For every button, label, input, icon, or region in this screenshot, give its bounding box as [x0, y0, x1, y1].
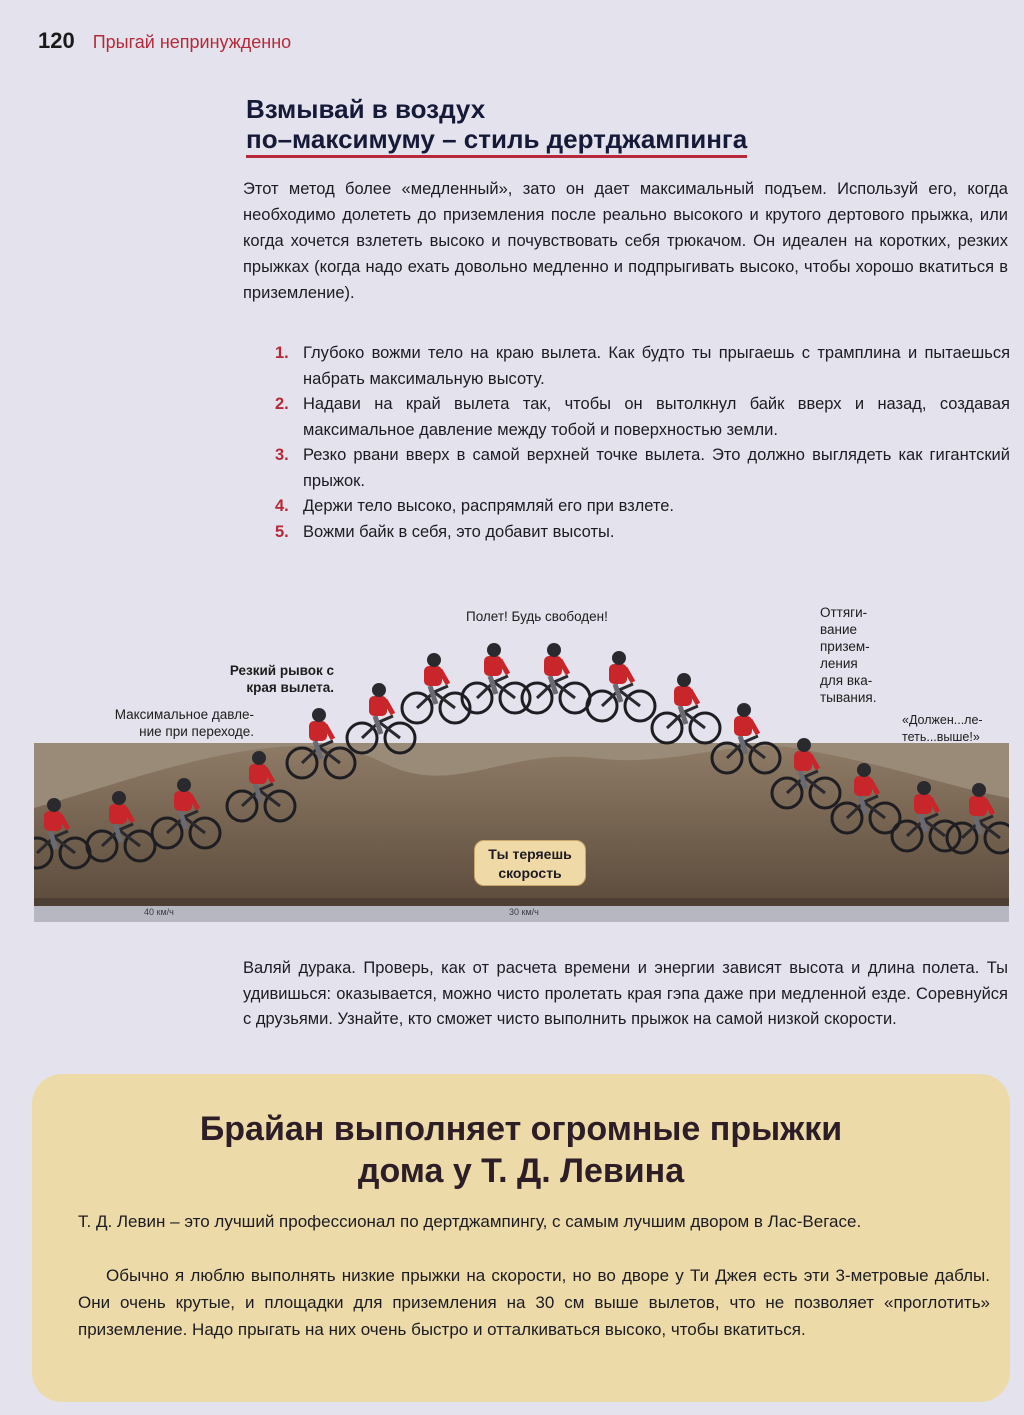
sidebar-paragraph-2: Обычно я люблю выполнять низкие прыжки на скорости, но во дворе у Ти Джея есть эти 3-метровые даблы. Они очень крутые, и площадки для приземления на 30 см выше вылетов, что не позволяет «проглотить» приземление. Надо прыгать на них очень быстро и отталкиваться высоко, чтобы вкатиться. [78, 1266, 990, 1339]
step-item [275, 392, 1010, 443]
caption-max-pressure [74, 706, 254, 740]
step-item [275, 520, 1010, 546]
intro-paragraph: Этот метод более «медленный», зато он дает максимальный подъем. Используй его, когда необходимо долететь до приземления после реально высокого и крутого дертового прыжка, или когда хочется взлететь высоко и почувствовать себя трюкачом. Он идеален на коротких, резких прыжках (когда надо ехать довольно медленно и подпрыгивать высоко, чтобы хорошо вкатиться в приземление). [243, 180, 1008, 302]
step-number: 3. [275, 446, 289, 464]
rider-figure [652, 673, 720, 743]
caption-line: Оттяги- [820, 605, 868, 620]
rider-figure [462, 643, 530, 713]
caption-line: ние при переходе. [139, 724, 254, 739]
running-title: Прыгай непринужденно [92, 32, 292, 52]
page-header [38, 28, 291, 54]
caption-line: теть...выше!» [902, 730, 980, 744]
step-text: Вожми байк в себя, это добавит высоты. [303, 522, 615, 541]
section-title-line1: Взмывай в воздух [246, 94, 486, 124]
caption-line: вание [820, 622, 858, 637]
caption-line: призем- [820, 639, 870, 654]
caption-pullback [820, 604, 876, 706]
step-item [275, 341, 1010, 392]
experiment-paragraph: Валяй дурака. Проверь, как от расчета времени и энергии зависят высота и длина полета. Ты удивишься: оказывается, можно чисто пролетать края гэпа даже при медленной езде. Соревнуйся с друзьями. Узнайте, кто сможет чисто выполнить прыжок на самой низкой скорости. [243, 959, 1008, 1028]
caption-line: для вка- [820, 673, 873, 688]
caption-line: Максимальное давле- [114, 707, 254, 722]
step-item [275, 494, 1010, 520]
step-text: Резко рвани вверх в самой верхней точке вылета. Это должно выглядеть как гигантский прыжок. [303, 446, 1010, 490]
speed-scale-bar [34, 906, 1009, 922]
step-text: Надави на край вылета так, чтобы он вытолкнул байк вверх и назад, создавая максимальное давление между тобой и поверхностью земли. [303, 395, 1010, 439]
rider-figure [587, 651, 655, 721]
speed-loss-badge [474, 840, 586, 886]
step-item [275, 443, 1010, 494]
step-number: 1. [275, 344, 289, 362]
speed-label-left: 40 км/ч [144, 907, 174, 917]
section-title [246, 94, 866, 158]
caption-line: Резкий рывок с [229, 663, 334, 678]
rider-figure [402, 653, 470, 723]
caption-line: «Должен...ле- [902, 713, 983, 727]
sidebar-title [32, 1108, 1010, 1192]
sidebar-box [32, 1074, 1010, 1402]
page-number: 120 [38, 28, 75, 53]
speed-loss-line: скорость [498, 865, 562, 881]
caption-line: края вылета. [246, 680, 334, 695]
step-text: Глубоко вожми тело на краю вылета. Как будто ты прыгаешь с трамплина и пытаешься набрать максимальную высоту. [303, 344, 1010, 388]
step-number: 4. [275, 497, 289, 515]
step-text: Держи тело высоко, распрямляй его при взлете. [303, 497, 674, 515]
caption-should-fly-higher [902, 712, 983, 746]
step-number: 2. [275, 395, 289, 413]
step-number: 5. [275, 522, 289, 541]
caption-sharp-jerk [194, 662, 334, 696]
speed-label-mid: 30 км/ч [509, 907, 539, 917]
sidebar-paragraph-1: Т. Д. Левин – это лучший профессионал по дертджампингу, с самым лучшим двором в Лас-Вегасе. [78, 1212, 862, 1231]
speed-loss-line: Ты теряешь [488, 846, 572, 862]
caption-flight: Полет! Будь свободен! [466, 609, 608, 624]
sidebar-title-line1: Брайан выполняет огромные прыжки [199, 1110, 843, 1148]
caption-line: тывания. [820, 690, 877, 705]
sidebar-title-line2: дома у Т. Д. Левина [357, 1152, 685, 1190]
section-title-line2: по–максимуму – стиль дертджампинга [246, 124, 747, 158]
jump-sequence-illustration [34, 598, 1009, 923]
caption-line: ления [820, 656, 858, 671]
rider-figure [522, 643, 590, 713]
steps-list [275, 341, 1010, 545]
